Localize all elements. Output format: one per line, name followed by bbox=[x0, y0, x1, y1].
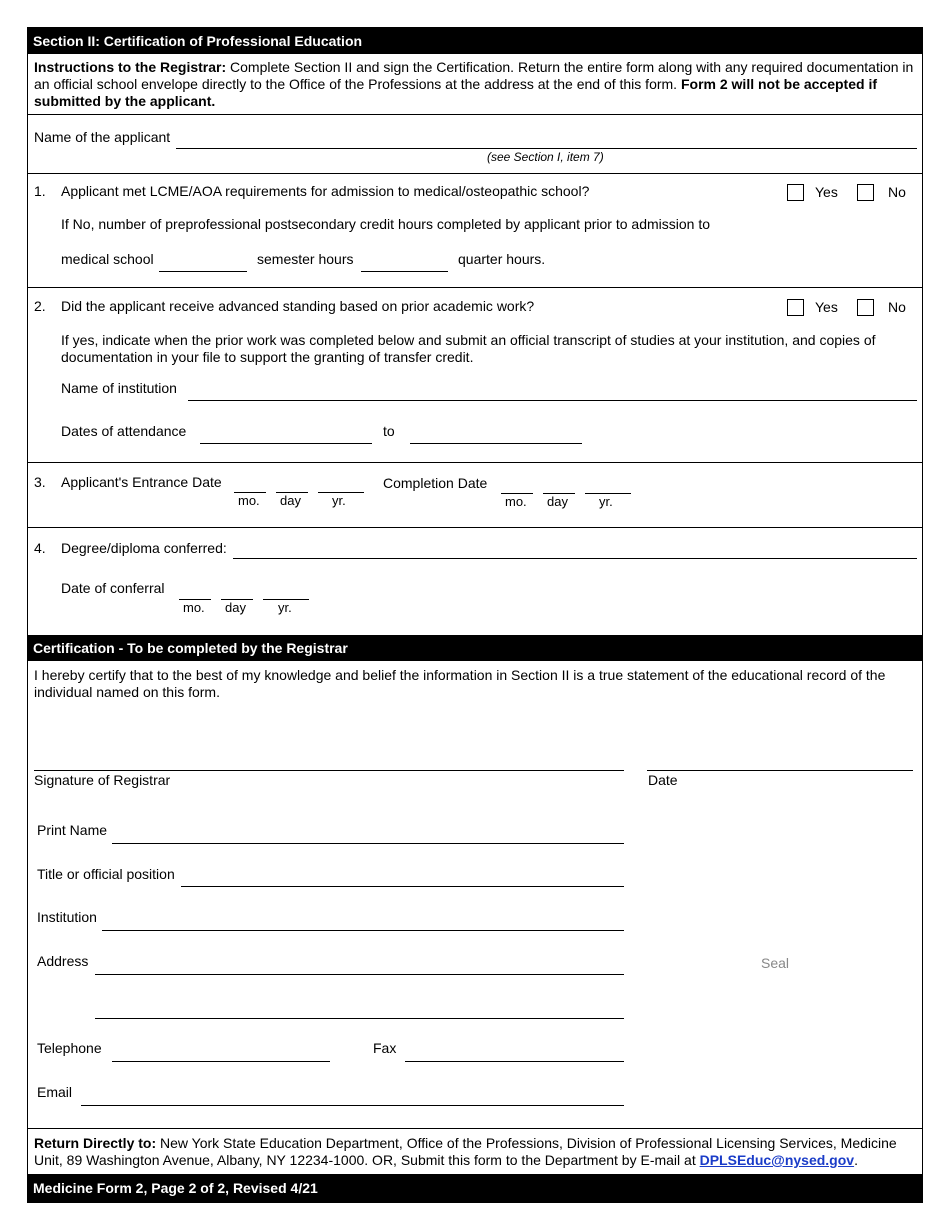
email-label: Email bbox=[37, 1084, 73, 1100]
degree-label: Degree/diploma conferred: bbox=[61, 540, 227, 556]
completion-yr-label: yr. bbox=[599, 494, 613, 509]
attendance-end-field[interactable] bbox=[410, 443, 582, 444]
q1-number: 1. bbox=[34, 183, 46, 199]
fax-label: Fax bbox=[373, 1040, 397, 1056]
entrance-date-label: Applicant's Entrance Date bbox=[61, 474, 222, 490]
q2-no-checkbox[interactable] bbox=[857, 299, 874, 316]
section-header-text: Section II: Certification of Professional Education bbox=[33, 33, 363, 49]
signature-label: Signature of Registrar bbox=[34, 772, 171, 788]
q3-number: 3. bbox=[34, 474, 46, 490]
q2-question: Did the applicant receive advanced standing based on prior academic work? bbox=[61, 298, 535, 314]
email-field[interactable] bbox=[81, 1105, 624, 1106]
q2-no-label: No bbox=[888, 299, 906, 315]
q1-question: Applicant met LCME/AOA requirements for admission to medical/osteopathic school? bbox=[61, 183, 590, 199]
semester-hours-label: semester hours bbox=[257, 251, 354, 267]
q2-number: 2. bbox=[34, 298, 46, 314]
conferral-date-label: Date of conferral bbox=[61, 580, 165, 596]
seal-placeholder: Seal bbox=[761, 955, 790, 971]
address-field-line-1[interactable] bbox=[95, 974, 624, 975]
applicant-name-label: Name of the applicant bbox=[34, 129, 171, 145]
certification-statement: I hereby certify that to the best of my knowledge and belief the information in Section II is a true statement of the educational record of the individual named on this form. bbox=[34, 667, 886, 700]
institution-label: Institution bbox=[37, 909, 97, 925]
q1-followup: If No, number of preprofessional postsecondary credit hours completed by applicant prior to admission to bbox=[61, 216, 711, 232]
address-label: Address bbox=[37, 953, 89, 969]
email-link[interactable]: DPLSEduc@nysed.gov bbox=[699, 1152, 855, 1168]
degree-field[interactable] bbox=[233, 558, 917, 559]
return-bold: Return Directly to: bbox=[34, 1135, 157, 1151]
date-label: Date bbox=[648, 772, 678, 788]
date-field[interactable] bbox=[647, 770, 913, 771]
conferral-mo-label: mo. bbox=[183, 600, 205, 615]
q1-no-checkbox[interactable] bbox=[857, 184, 874, 201]
q1-no-label: No bbox=[888, 184, 906, 200]
q1-yes-checkbox[interactable] bbox=[787, 184, 804, 201]
q1-yes-label: Yes bbox=[815, 184, 838, 200]
completion-mo-label: mo. bbox=[505, 494, 527, 509]
institution-field[interactable] bbox=[102, 930, 624, 931]
institution-name-label: Name of institution bbox=[61, 380, 177, 396]
medical-school-label: medical school bbox=[61, 251, 154, 267]
instructions-text: Complete Section II and sign the Certification. Return the entire form along with any required documentation in an official school envelope directly to the Office of the Professions at the address at the end of this form. bbox=[34, 59, 914, 92]
dates-attendance-label: Dates of attendance bbox=[61, 423, 187, 439]
applicant-name-note: (see Section I, item 7) bbox=[487, 150, 604, 164]
entrance-mo-label: mo. bbox=[238, 493, 260, 508]
quarter-hours-field[interactable] bbox=[361, 271, 448, 272]
divider bbox=[27, 527, 923, 528]
form-frame bbox=[27, 27, 923, 1203]
to-label: to bbox=[383, 423, 395, 439]
title-position-field[interactable] bbox=[181, 886, 624, 887]
entrance-day-label: day bbox=[280, 493, 301, 508]
quarter-hours-label: quarter hours. bbox=[458, 251, 546, 267]
return-text: New York State Education Department, Office of the Professions, Division of Professional Licensing Services, Medicine Unit, 89 Washington Avenue, Albany, NY 12234-1000. OR, Submit this form to the Department by E-mail at bbox=[34, 1135, 897, 1168]
entrance-yr-label: yr. bbox=[332, 493, 346, 508]
q2-followup: If yes, indicate when the prior work was completed below and submit an official transcript of studies at your institution, and copies of documentation in your file to support the granting of transfer credit. bbox=[61, 332, 876, 365]
attendance-start-field[interactable] bbox=[200, 443, 372, 444]
institution-name-field[interactable] bbox=[188, 400, 917, 401]
certification-header-text: Certification - To be completed by the Registrar bbox=[33, 640, 348, 656]
q2-yes-checkbox[interactable] bbox=[787, 299, 804, 316]
divider bbox=[27, 1128, 923, 1129]
telephone-label: Telephone bbox=[37, 1040, 102, 1056]
certification-header bbox=[27, 635, 923, 661]
instructions-bold: Instructions to the Registrar: bbox=[34, 59, 227, 75]
form-footer bbox=[27, 1174, 923, 1202]
return-period: . bbox=[854, 1152, 858, 1168]
fax-field[interactable] bbox=[405, 1061, 624, 1062]
signature-field[interactable] bbox=[34, 770, 624, 771]
divider bbox=[27, 287, 923, 288]
return-address bbox=[34, 1135, 918, 1169]
divider bbox=[27, 114, 923, 115]
registrar-instructions bbox=[34, 59, 918, 110]
q4-number: 4. bbox=[34, 540, 46, 556]
q2-yes-label: Yes bbox=[815, 299, 838, 315]
completion-day-label: day bbox=[547, 494, 568, 509]
conferral-day-label: day bbox=[225, 600, 246, 615]
print-name-label: Print Name bbox=[37, 822, 108, 838]
section-header bbox=[27, 28, 923, 54]
divider bbox=[27, 173, 923, 174]
semester-hours-field[interactable] bbox=[159, 271, 247, 272]
divider bbox=[27, 462, 923, 463]
completion-date-label: Completion Date bbox=[383, 475, 488, 491]
print-name-field[interactable] bbox=[112, 843, 624, 844]
conferral-yr-label: yr. bbox=[278, 600, 292, 615]
address-field-line-2[interactable] bbox=[95, 1018, 624, 1019]
title-position-label: Title or official position bbox=[37, 866, 175, 882]
telephone-field[interactable] bbox=[112, 1061, 330, 1062]
form-id: Medicine Form 2, Page 2 of 2, Revised 4/21 bbox=[33, 1180, 318, 1196]
instructions-warning: Form 2 will not be accepted if submitted by the applicant. bbox=[34, 76, 878, 109]
